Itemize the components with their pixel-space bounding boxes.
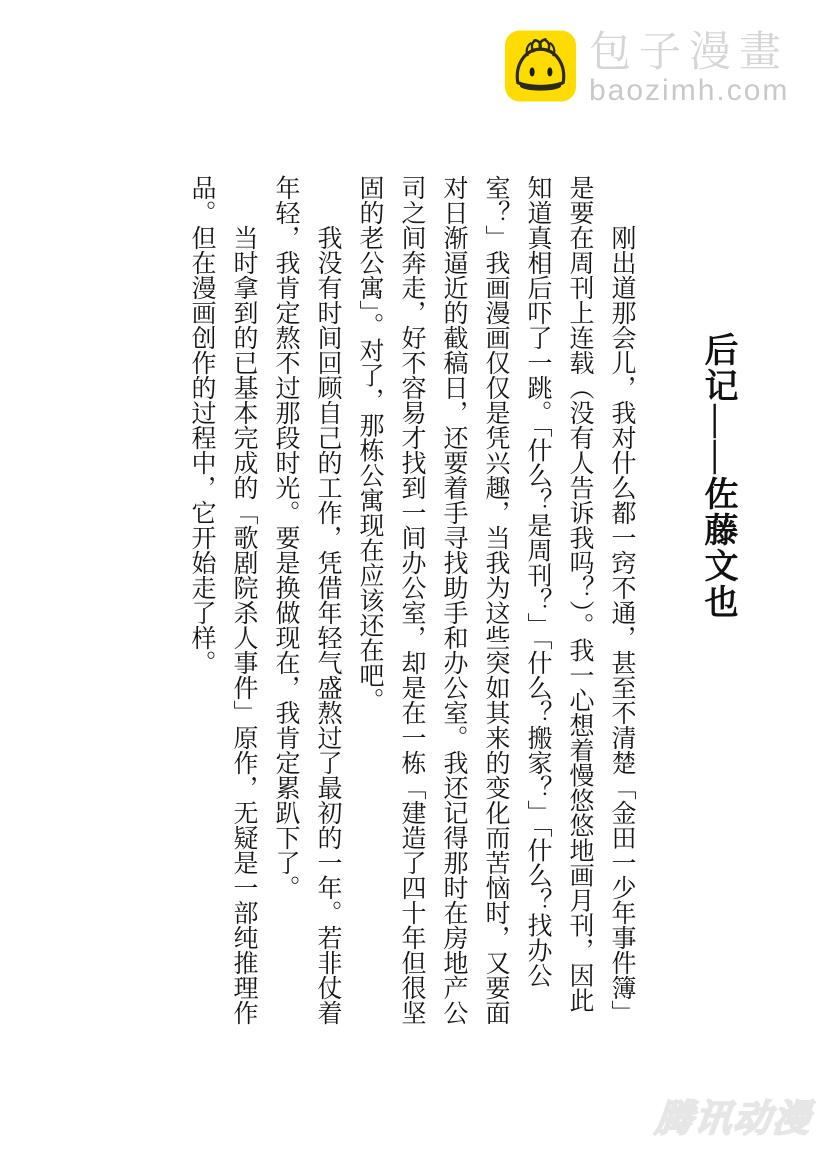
afterword-paragraph-3: 当时拿到的已基本完成的「歌剧院杀人事件」原作，无疑是一部纯推理作品。但在漫画创作的过程中，它开始走了样。 (188, 175, 257, 1025)
site-name: 包子漫畫 (589, 28, 790, 75)
site-domain: baozimh.com (589, 74, 790, 108)
baozi-bun-icon (505, 30, 576, 102)
afterword-body (180, 175, 642, 1025)
afterword-paragraph-2: 我没有时间回顾自己的工作，凭借年轻气盛熬过了最初的一年。若非仗着年轻，我肯定熬不过那段时光。要是换做现在，我肯定累趴下了。 (272, 175, 341, 1025)
site-logo-text (589, 30, 789, 106)
site-logo (505, 30, 789, 106)
tencent-comics-watermark: 腾讯动漫 (653, 1098, 814, 1139)
afterword-paragraph-1: 刚出道那会儿，我对什么都一窍不通，甚至不清楚「金田一少年事件簿」是要在周刊上连载（没有人告诉我吗？）。我一心想着慢悠悠地画月刊，因此知道真相后吓了一跳。「什么？是周刊？」「什么？搬家？」「什么？找办公室？」我画漫画仅仅是凭兴趣，当我为这些突如其来的变化而苦恼时，又要面对日渐逼近的截稿日，还要着手寻找助手和办公室。我还记得那时在房地产公司之间奔走，好不容易才找到一间办公室，却是在一栋「建造了四十年但很坚固的老公寓」。对了，那栋公寓现在应该还在吧。 (356, 175, 635, 1025)
afterword-title: 后记——佐藤文也 (699, 332, 736, 620)
